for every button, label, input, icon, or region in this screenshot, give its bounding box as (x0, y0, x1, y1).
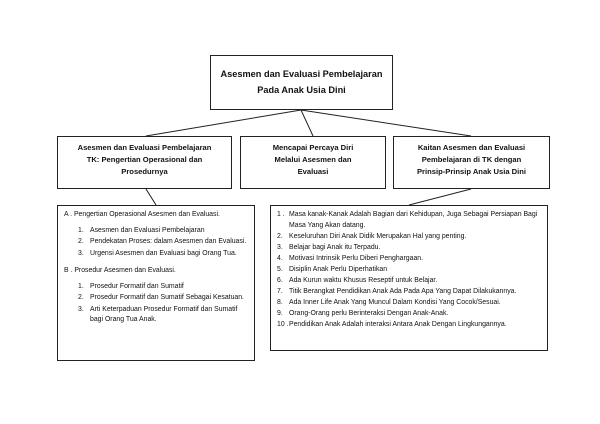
list-item (277, 254, 541, 265)
list-item (277, 210, 541, 231)
group-a-items (78, 226, 248, 260)
list-item-text: Prosedur Formatif dan Sumatif (90, 282, 184, 290)
list-item-text: Orang-Orang perlu Berinteraksi Dengan Anak-Anak. (289, 309, 449, 317)
list-item-text: Ada Inner Life Anak Yang Muncul Dalam Kondisi Yang Cocok/Sesuai. (289, 298, 501, 306)
group-b-title: B . Prosedur Asesmen dan Evaluasi. (64, 267, 176, 274)
list-item-number: 9. (277, 309, 283, 317)
section-3-line-2: Pembelajaran di TK dengan (421, 155, 522, 164)
list-item-text: Asesmen dan Evaluasi Pembelajaran (90, 226, 205, 234)
list-item (78, 226, 248, 237)
list-item (277, 243, 541, 254)
list-item-text: Titik Berangkat Pendidikan Anak Ada Pada Apa Yang Dapat Dilakukannya. (289, 287, 517, 295)
section-node-1 (57, 136, 232, 189)
list-item-text: Pendekatan Proses: dalam Asesmen dan Evaluasi. (90, 238, 247, 245)
section-1-line-1: Asesmen dan Evaluasi Pembelajaran (77, 143, 212, 152)
list-item (277, 298, 541, 309)
group-b-items (78, 282, 248, 326)
list-item (277, 276, 541, 287)
list-item-number: 3. (78, 249, 84, 257)
list-item-text: Motivasi Intrinsik Perlu Diberi Penghargaan. (289, 254, 424, 262)
connector-section-1-to-left-list (146, 189, 156, 205)
right-detail-list (270, 205, 548, 351)
list-item-number: 1. (78, 282, 84, 290)
list-item (277, 287, 541, 298)
group-a-title: A . Pengertian Operasional Asesmen dan Evaluasi. (64, 211, 220, 218)
list-item-text: Disiplin Anak Perlu Diperhatikan (289, 265, 388, 273)
list-item-number: 10 . (277, 320, 289, 328)
list-item-number: 7. (277, 287, 283, 295)
list-item (78, 237, 248, 248)
list-item (78, 293, 248, 304)
section-3-line-1: Kaitan Asesmen dan Evaluasi (417, 143, 526, 152)
root-node (210, 55, 393, 110)
list-item-number: 1. (78, 226, 84, 234)
section-1-line-3: Prosedurnya (121, 167, 168, 176)
list-item-text: Urgensi Asesmen dan Evaluasi bagi Orang Tua. (90, 249, 237, 257)
list-item-number: 6. (277, 276, 283, 284)
list-item-text: Belajar bagi Anak itu Terpadu. (289, 243, 381, 251)
list-item-number: 2. (78, 294, 84, 301)
list-item-number: 2. (277, 232, 283, 240)
list-item (277, 309, 541, 320)
list-item (277, 320, 541, 331)
list-item-text: Arti Keterpaduan Prosedur Formatif dan Sumatif bagi Orang Tua Anak. (90, 305, 238, 323)
list-item (78, 249, 248, 260)
connector-root-to-section-3 (301, 110, 471, 136)
list-item-text: Ada Kurun waktu Khusus Reseptif untuk Belajar. (289, 276, 438, 284)
list-item-number: 3. (78, 305, 84, 313)
section-2-line-1: Mencapai Percaya Diri (272, 143, 354, 152)
list-item-text: Pendidikan Anak Adalah interaksi Antara Anak Dengan Lingkungannya. (289, 320, 507, 328)
list-item-number: 4. (277, 254, 283, 262)
list-item-number: 8. (277, 298, 283, 306)
section-node-2 (240, 136, 386, 189)
root-title-line-1: Asesmen dan Evaluasi Pembelajaran (220, 69, 383, 79)
section-1-line-2: TK: Pengertian Operasional dan (86, 155, 203, 164)
list-item-text: Prosedur Formatif dan Sumatif Sebagai Kesatuan. (90, 294, 244, 301)
connector-root-to-section-1 (146, 110, 301, 136)
list-item-number: 5. (277, 265, 283, 273)
section-2-line-2: Melalui Asesmen dan (274, 155, 352, 164)
section-node-3 (393, 136, 550, 189)
list-item (78, 305, 248, 326)
section-3-line-3: Prinsip-Prinsip Anak Usia Dini (416, 167, 526, 176)
list-item (277, 232, 541, 243)
list-item-number: 3. (277, 243, 283, 251)
list-item (277, 265, 541, 276)
root-title-line-2: Pada Anak Usia Dini (257, 85, 346, 95)
list-item (78, 282, 248, 293)
left-detail-list (57, 205, 255, 361)
list-item-text: Keseluruhan Diri Anak Didik Merupakan Hal yang penting. (289, 232, 467, 240)
list-item-number: 2. (78, 238, 84, 245)
list-item-number: 1 . (277, 211, 285, 218)
connector-section-3-to-right-list (409, 189, 471, 205)
list-item-text: Masa kanak-Kanak Adalah Bagian dari Kehidupan, Juga Sebagai Persiapan Bagi Masa Yang Akan datang. (289, 211, 538, 229)
connector-root-to-section-2 (301, 110, 313, 136)
section-2-line-3: Evaluasi (297, 167, 329, 176)
